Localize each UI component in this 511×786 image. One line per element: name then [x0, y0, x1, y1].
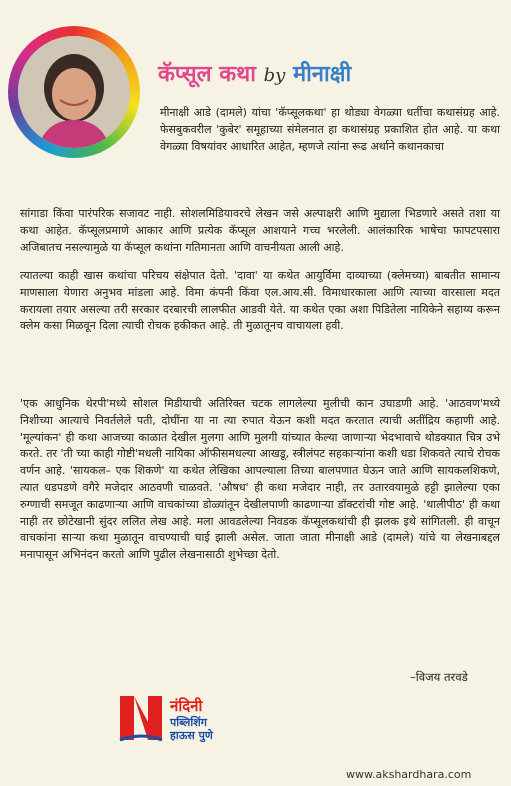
- blurb-paragraph-3: 'एक आधुनिक थेरपी'मध्ये सोशल मिडीयाची अतिरिक्त चटक लागलेल्या मुलीची कान उघाडणी आहे. 'आठवण'मध्ये निशीच्या आत्याचे निवर्तलेले पती, दोघींना या ना त्या रुपात येऊन कशी मदत करतात त्याची अतींद्रिय कहाणी आहे. 'मूल्यांकन' ही कथा आजच्या काळात देखील मुलगा आणि मुलगी यांच्यात केल्या जाणाऱ्या भेदभावाचे थोडक्यात चित्र उभे करते. तर 'ती च्या काही गोष्टी'मधली नायिका ऑफीसमधल्या आखडू, स्त्रीलंपट सहकाऱ्यांना कशी धडा शिकवते त्याचे रोचक वर्णन आहे. 'सायकल– एक शिकणे' या कथेत लेखिका आपल्याला तिच्या बालपणात घेऊन जाते आणि सायकलशिकणे, त्यात धडपडणे वगैरे मजेदार आठवणी चाळवते. 'औषध' ही कथा मजेदार नाही, तर उतारवयामुळे हट्टी झालेल्या एका रुग्णाची समजूत काढणाऱ्या आणि वाचकांच्या डोळ्यांतून देखीलपाणी काढणाऱ्या डॉक्टरांची गोष्ट आहे. 'थालीपीठ' ही कथा नाही तर छोटेखानी सुंदर ललित लेख आहे. मला आवडलेल्या निवडक कॅप्सूलकथांची ही झलक इथे सांगितली. ही वाचून वाचकांना साऱ्या कथा मुळातून वाचण्याची घाई झाली असेल. जाता जाता मीनाक्षी आडे (दामले) यांचे या लेखनाबद्दल मनापासून अभिनंदन करतो आणि पुढील लेखनासाठी शुभेच्छा देतो.: [20, 397, 500, 562]
- publisher-line2: हाऊस पुणे: [170, 729, 213, 742]
- website-watermark: www.akshardhara.com: [346, 768, 472, 781]
- blurb-paragraph-1-cont: सांगाडा किंवा पारंपरिक सजावट नाही. सोशलमिडियावरचे लेखन जसे अल्पाक्षरी आणि मुद्याला भिडणारे असते तशा या कथा आहेत. कॅप्सूलप्रमाणे आकार आणि प्रत्येक कॅप्सूल आशयाने गच्च भरलेली. आलंकारिक भाषेचा फापटपसारा अजिबातच नसल्यामुळे या कॅप्सूल कथांना गतिमानता आणि वाचनीयता आली आहे.: [20, 207, 500, 254]
- title-part1: कॅप्सूल कथा: [158, 62, 256, 87]
- reviewer-signature: –विजय तरवडे: [410, 670, 468, 684]
- author-photo: [18, 36, 130, 148]
- publisher-name: नंदिनी: [170, 697, 203, 715]
- publisher-line1: पब्लिशिंग: [170, 716, 207, 729]
- book-title: [158, 58, 351, 88]
- blurb-paragraph-2: त्यातल्या काही खास कथांचा परिचय संक्षेपात देतो. 'दावा' या कथेत आयुर्विमा दाव्याच्या (क्लेमच्या) बाबतीत सामान्य माणसाला येणारा अनुभव मांडला आहे. विमा कंपनी किंवा एल.आय.सी. विमाधारकाला आणि त्याच्या वारसाला मदत करायला तयार असल्या तरी सरकार दरबारची लालफीत आडवी येते. या कथेत एका अशा पिडितेला नायिकेने सहाय्य करून क्लेम कसा मिळवून दिला त्याची रोचक हकीकत आहे. ती मुळातूनच वाचायला हवी.: [20, 269, 500, 333]
- publisher-logo: [118, 690, 258, 748]
- book-n-icon: [118, 692, 168, 744]
- title-author: मीनाक्षी: [292, 62, 352, 87]
- title-by: by: [263, 65, 286, 86]
- blurb-paragraph-1: मीनाक्षी आडे (दामले) यांचा 'कॅप्सूलकथा' हा थोड्या वेगळ्या धर्तीचा कथासंग्रह आहे. फेसबुकवरील 'कुबेर' समूहाच्या संमेलनात हा कथासंग्रह प्रकाशित होत आहे. या कथा वेगळ्या विषयांवर आधारित आहेत, म्हणजे त्यांना रूढ अर्थाने कथानकाचा: [160, 106, 500, 153]
